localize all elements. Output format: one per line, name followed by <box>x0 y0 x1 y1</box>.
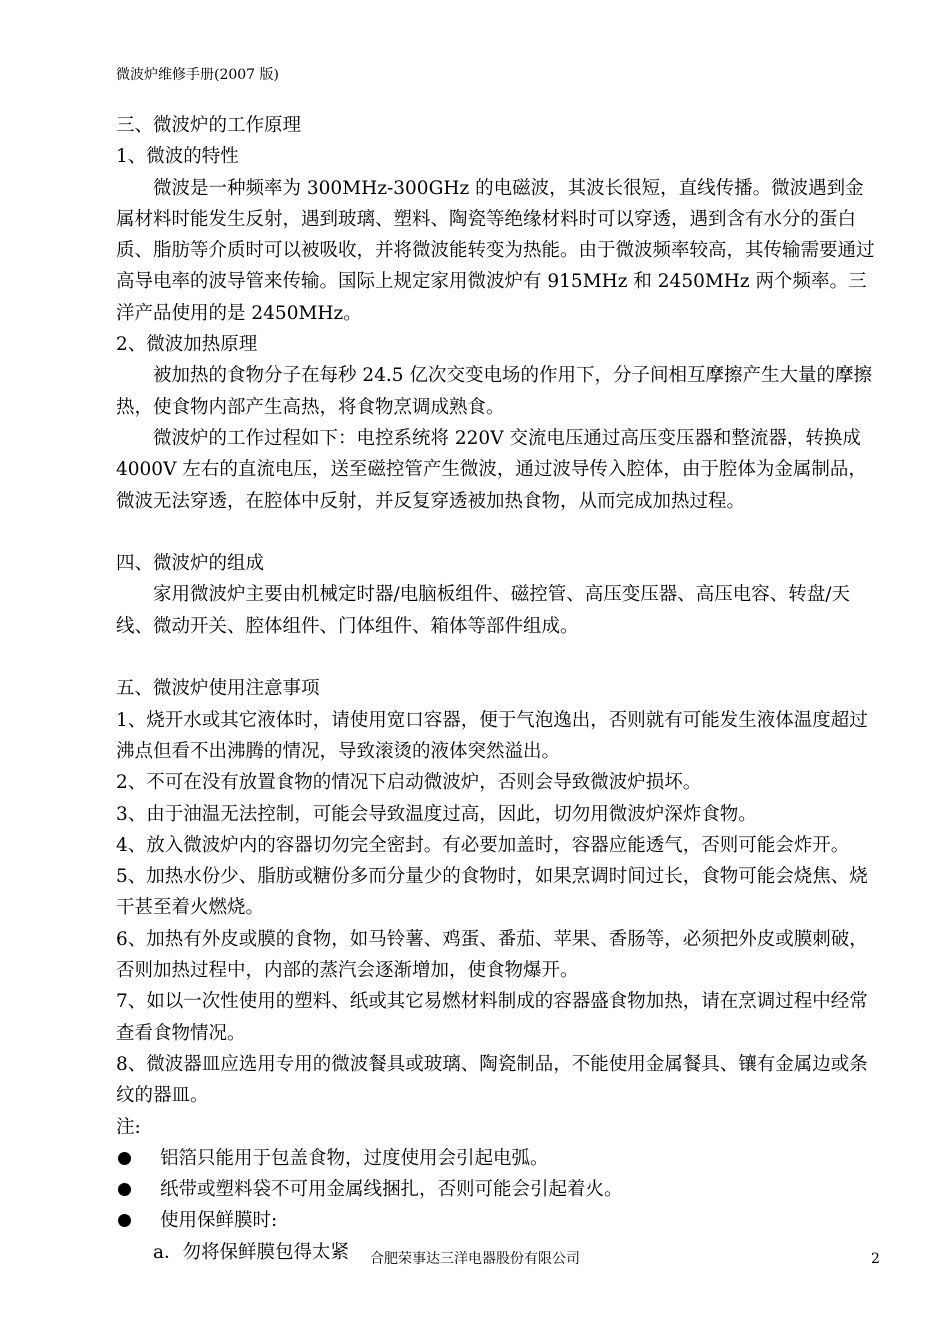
list-item: 5、加热水份少、脂肪或糖份多而分量少的食物时，如果烹调时间过长，食物可能会烧焦、烧干甚至着火燃烧。 <box>116 866 868 919</box>
list-item: 3、由于油温无法控制，可能会导致温度过高，因此，切勿用微波炉深炸食物。 <box>116 803 757 825</box>
sub-item: a．勿将保鲜膜包得太紧 <box>153 1241 350 1263</box>
bullet-text: 纸带或塑料袋不可用金属线捆扎，否则可能会引起着火。 <box>160 1179 623 1201</box>
bullet-dot-icon <box>118 1214 131 1227</box>
bullet-dot-icon <box>118 1183 131 1196</box>
document-body <box>116 110 882 1268</box>
list-item: 4、放入微波炉内的容器切勿完全密封。有必要加盖时，容器应能透气，否则可能会炸开。 <box>116 834 850 856</box>
list-item: 2、不可在没有放置食物的情况下启动微波炉，否则会导致微波炉损坏。 <box>116 772 702 794</box>
section-heading: 三、微波炉的工作原理 <box>116 115 302 136</box>
list-item: 1、烧开水或其它液体时，请使用宽口容器，便于气泡逸出，否则就有可能发生液体温度超过沸点但看不出沸腾的情况，导致滚烫的液体突然溢出。 <box>116 709 868 762</box>
bullet-dot-icon <box>118 1152 131 1165</box>
bullet-item <box>116 1174 882 1205</box>
note-label: 注: <box>116 1116 141 1138</box>
paragraph: 家用微波炉主要由机械定时器/电脑板组件、磁控管、高压变压器、高压电容、转盘/天线、微动开关、腔体组件、门体组件、箱体等部件组成。 <box>116 584 850 637</box>
bullet-text: 铝箔只能用于包盖食物，过度使用会引起电弧。 <box>160 1147 549 1169</box>
list-item: 6、加热有外皮或膜的食物，如马铃薯、鸡蛋、番茄、苹果、香肠等，必须把外皮或膜刺破，否则加热过程中，内部的蒸汽会逐渐增加，使食物爆开。 <box>116 928 868 982</box>
subsection-title: 2、微波加热原理 <box>116 334 258 356</box>
section-heading: 五、微波炉使用注意事项 <box>116 678 320 700</box>
document-header: 微波炉维修手册(2007 版) <box>116 67 280 83</box>
bullet-item <box>116 1205 882 1236</box>
paragraph: 微波是一种频率为 300MHz-300GHz 的电磁波，其波长很短，直线传播。微波遇到金属材料时能发生反射，遇到玻璃、塑料、陶瓷等绝缘材料时可以穿透，遇到含有水分的蛋白质、脂肪等介质时可以被吸收，并将微波能转变为热能。由于微波频率较高，其传输需要通过高导电率的波导管来传输。国际上规定家用微波炉有 915MHz 和 2450MHz 两个频率。三洋产品使用的是 2450MHz。 <box>116 177 875 324</box>
section-heading: 四、微波炉的组成 <box>116 553 265 575</box>
paragraph: 微波炉的工作过程如下：电控系统将 220V 交流电压通过高压变压器和整流器，转换成 4000V 左右的直流电压，送至磁控管产生微波，通过波导传入腔体，由于腔体为金属制品，微波无法穿透，在腔体中反射，并反复穿透被加热食物，从而完成加热过程。 <box>116 427 867 512</box>
bullet-item <box>116 1143 882 1174</box>
footer-company: 合肥荣事达三洋电器股份有限公司 <box>370 1251 580 1267</box>
page-number: 2 <box>871 1251 880 1267</box>
bullet-text: 使用保鲜膜时: <box>160 1210 278 1232</box>
list-item: 7、如以一次性使用的塑料、纸或其它易燃材料制成的容器盛食物加热，请在烹调过程中经常查看食物情况。 <box>116 991 868 1044</box>
paragraph: 被加热的食物分子在每秒 24.5 亿次交变电场的作用下，分子间相互摩擦产生大量的摩擦热，使食物内部产生高热，将食物烹调成熟食。 <box>116 365 872 418</box>
list-item: 8、微波器皿应选用专用的微波餐具或玻璃、陶瓷制品，不能使用金属餐具、镶有金属边或条纹的器皿。 <box>116 1053 868 1107</box>
subsection-title: 1、微波的特性 <box>116 146 239 168</box>
